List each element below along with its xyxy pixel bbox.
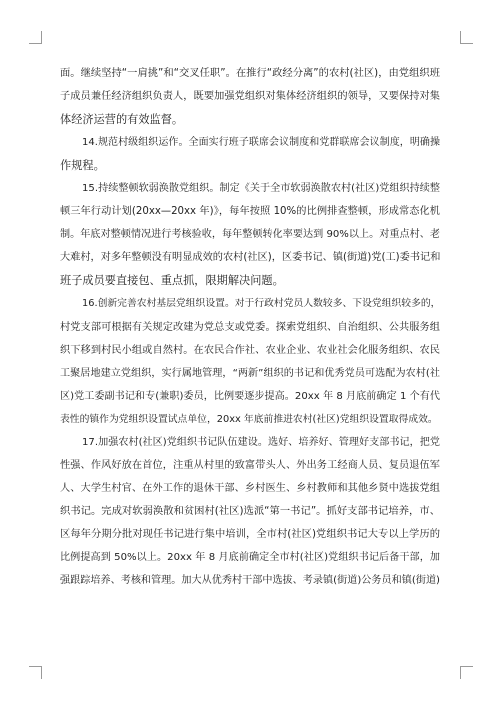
text-line: 性强、作风好放在首位，注重从村里的致富带头人、外出务工经商人员、复员退伍军	[60, 459, 440, 471]
text-line: 强跟踪培养、考核和管理。加大从优秀村干部中选拔、考录镇(街道)公务员和镇(街道)	[60, 575, 440, 587]
text-line: 人、大学生村官、在外工作的退休干部、乡村医生、乡村教师和其他乡贤中选拔党组	[60, 482, 440, 494]
text-line: 表性的镇作为党组织设置试点单位，20xx 年底前推进农村(社区)党组织设置取得成效。	[60, 413, 438, 425]
text-line: 17.加强农村(社区)党组织书记队伍建设。选好、培养好、管理好支部书记，把党	[82, 436, 440, 448]
text-line: 体经济运营的有效监督。	[60, 113, 184, 127]
text-line: 织书记。完成对软弱涣散和贫困村(社区)选派“第一书记”。抓好支部书记培养，市、	[60, 504, 440, 517]
text-line: 子成员兼任经济组织负责人，既要加强党组织对集体经济组织的领导，又要保持对集	[60, 91, 440, 103]
text-line: 制。年底对整顿情况进行考核验收，每年整顿转化率要达到 90%以上。对重点村、老	[60, 229, 440, 241]
text-line: 15.持续整顿软弱涣散党组织。制定《关于全市软弱涣散农村(社区)党组织持续整	[82, 183, 440, 195]
text-line: 区每年分期分批对现任书记进行集中培训，全市村(社区)党组织书记大专以上学历的	[60, 527, 440, 540]
text-line: 14.规范村级组织运作。全面实行班子联席会议制度和党群联席会议制度，明确操	[82, 137, 440, 149]
text-line: 比例提高到 50%以上。20xx 年 8 月底前确定全市村(社区)党组织书记后备干部，加	[60, 551, 440, 563]
text-line: 工聚居地建立党组织，实行属地管理，“两新”组织的书记和优秀党员可选配为农村(社	[60, 367, 440, 379]
text-line: 顿三年行动计划(20xx—20xx 年)》，每年按照 10%的比例排查整顿，形成常态化机	[60, 206, 440, 218]
crop-mark-top-left	[29, 31, 42, 44]
text-line: 班子成员要直接包、重点抓，限期解决问题。	[60, 274, 284, 288]
crop-mark-bottom-left	[29, 666, 42, 679]
text-line: 大难村，对多年整顿没有明显成效的农村(社区)，区委书记、镇(街道)党(工)委书记和	[60, 252, 440, 264]
text-line: 区)党工委副书记和专(兼职)委员，比例要逐步提高。20xx 年 8 月底前确定 1 个有代	[60, 390, 440, 402]
crop-mark-bottom-right	[460, 666, 473, 679]
text-line: 织下移到村民小组或自然村。在农民合作社、农业企业、农业社会化服务组织、农民	[60, 344, 440, 356]
document-body	[60, 62, 440, 592]
text-line: 16.创新完善农村基层党组织设置。对于行政村党员人数较多、下设党组织较多的，	[82, 298, 440, 310]
text-line: 面。继续坚持“一肩挑”和“交叉任职”。在推行“政经分离”的农村(社区)，由党组织班	[60, 67, 440, 79]
text-line: 村党支部可根据有关规定改建为党总支或党委。探索党组织、自治组织、公共服务组	[60, 321, 440, 333]
text-line: 作规程。	[60, 159, 105, 173]
crop-mark-top-right	[460, 31, 473, 44]
